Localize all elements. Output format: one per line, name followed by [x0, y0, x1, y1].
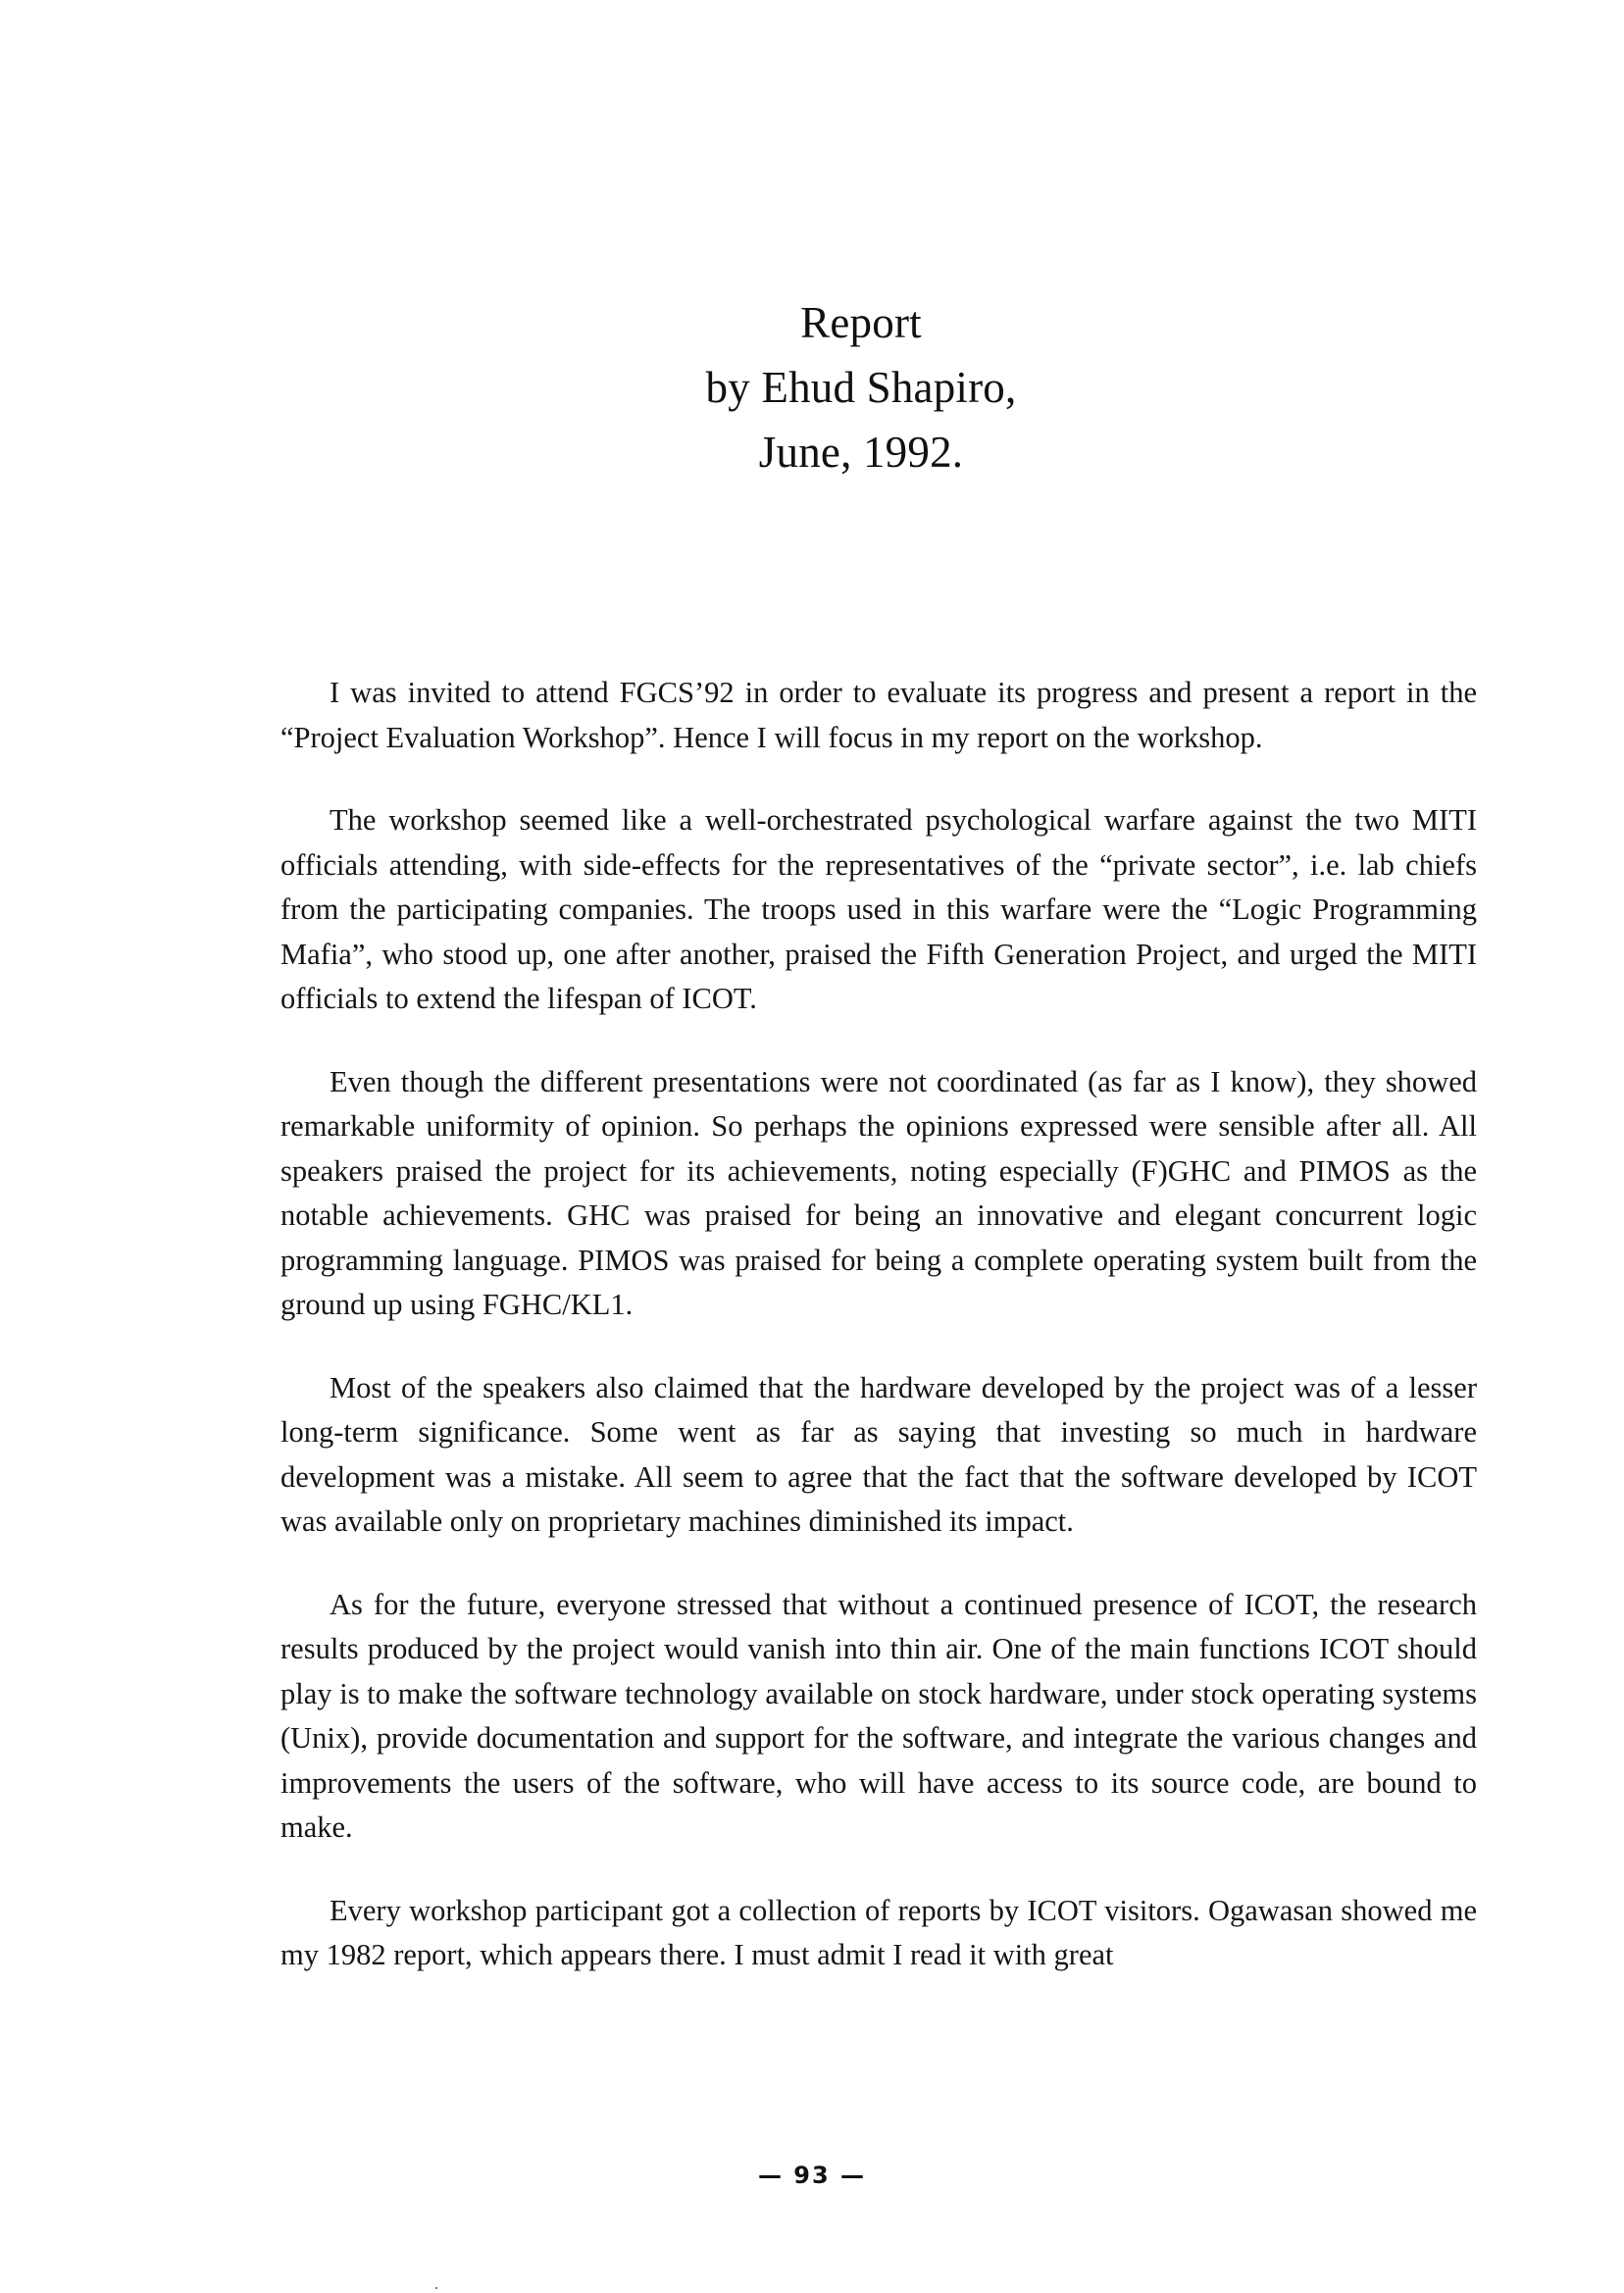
paragraph-visitor-reports: Every workshop participant got a collection of reports by ICOT visitors. Ogawasan showed me my 1982 report, which appears there. I must admit I read it with great: [280, 1893, 1477, 1971]
paragraph-invitation: I was invited to attend FGCS’92 in order to evaluate its progress and present a report in the “Project Evaluation Workshop”. Hence I will focus in my report on the workshop.: [280, 676, 1477, 754]
scan-speck: [435, 2287, 437, 2289]
paragraph-uniform-opinion: Even though the different presentations were not coordinated (as far as I know), they showed remarkable uniformity of opinion. So perhaps the opinions expressed were sensible after all. All speakers praised the project for its achievements, noting especially (F)GHC and PIMOS as the notable achievements. GHC was praised for being an innovative and elegant concurrent logic programming language. PIMOS was praised for being a complete operating system built from the ground up using FGHC/KL1.: [280, 1064, 1477, 1321]
paragraph-workshop-warfare: The workshop seemed like a well-orchestrated psychological warfare against the two MITI officials attending, with side-effects for the representatives of the “private sector”, i.e. lab chiefs from the participating companies. The troops used in this warfare were the “Logic Programming Mafia”, who stood up, one after another, praised the Fifth Generation Project, and urged the MITI officials to extend the lifespan of ICOT.: [280, 803, 1477, 1015]
title-author: by Ehud Shapiro,: [705, 363, 1017, 412]
paragraph-future-of-icot: As for the future, everyone stressed that without a continued presence of ICOT, the research results produced by the project would vanish into thin air. One of the main functions ICOT should play is to make the software technology available on stock hardware, under stock operating systems (Unix), provide documentation and support for the software, and integrate the various changes and improvements the users of the software, who will have access to its source code, are bound to make.: [280, 1587, 1477, 1844]
page-number-text: — 93 —: [757, 2162, 867, 2189]
paragraph-hardware-significance: Most of the speakers also claimed that the hardware developed by the project was of a lesser long-term significance. Some went as far as saying that investing so much in hardware development was a mistake. All seem to agree that the fact that the software developed by ICOT was available only on proprietary machines diminished its impact.: [280, 1370, 1477, 1538]
title-date: June, 1992.: [758, 428, 964, 477]
report-body: [280, 671, 1477, 2016]
report-title-block: [0, 290, 1624, 484]
page-number: [0, 2162, 1624, 2189]
title-heading: Report: [800, 298, 922, 347]
